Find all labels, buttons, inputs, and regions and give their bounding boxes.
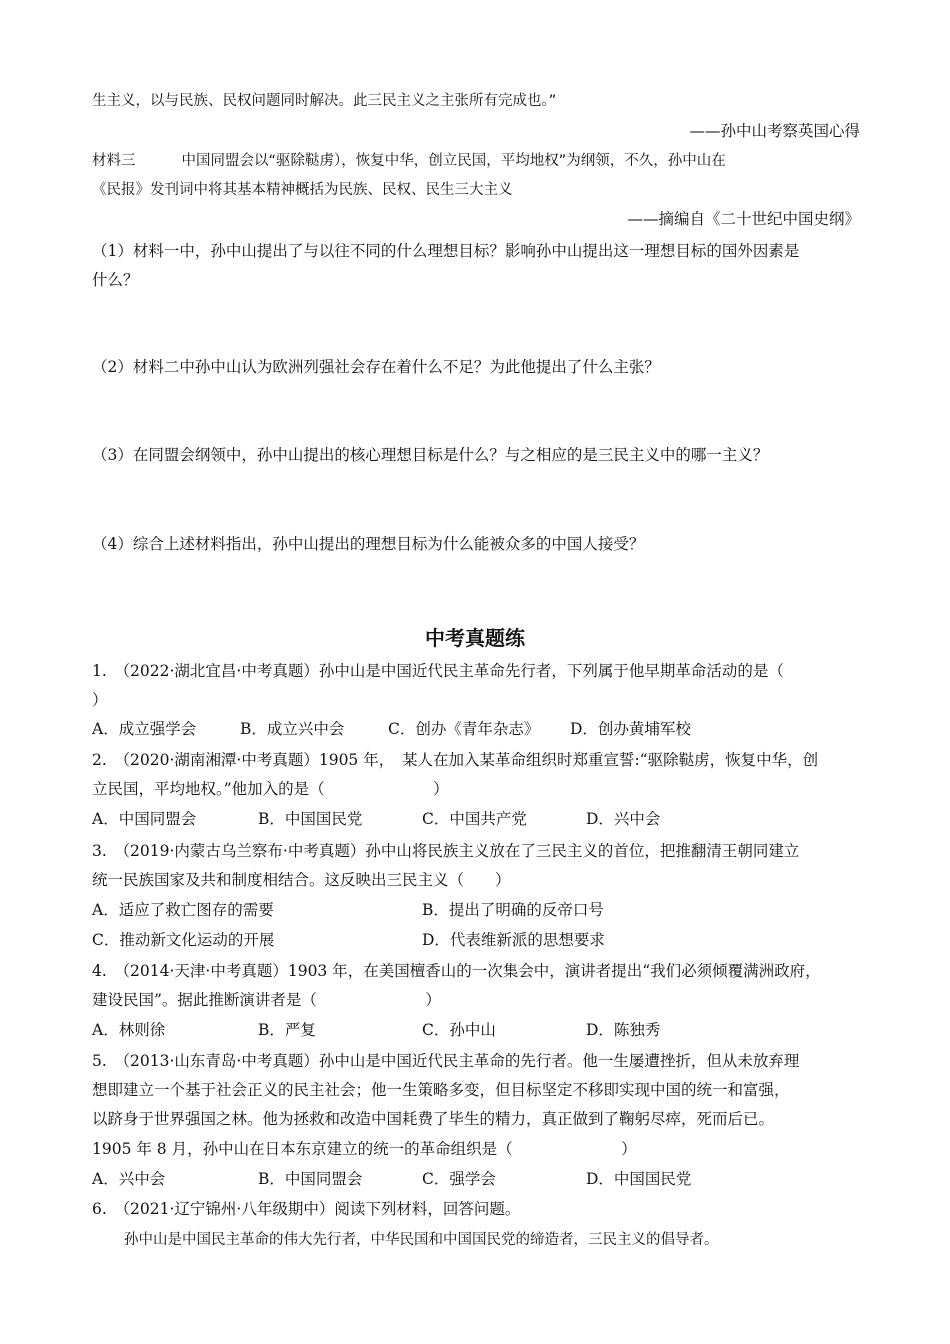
item-3-option-d[interactable]: D．代表维新派的思想要求 — [422, 931, 605, 949]
item-4-option-c[interactable]: C．孙中山 — [422, 1021, 496, 1039]
material-2-source: ——孙中山考察英国心得 — [689, 122, 860, 140]
material-3-label: 材料三 — [92, 153, 136, 169]
item-3-option-c[interactable]: C．推动新文化运动的开展 — [92, 931, 275, 949]
section-title: 中考真题练 — [425, 626, 525, 650]
item-4-stem-line-2: 建设民国”。据此推断演讲者是（ ） — [92, 991, 441, 1009]
item-1-option-b[interactable]: B．成立兴中会 — [240, 720, 345, 738]
item-5-stem-line-2: 想即建立一个基于社会正义的民主社会；他一生策略多变，但目标坚定不移即实现中国的统一和富强， — [92, 1081, 790, 1099]
item-3-stem-line-2: 统一民族国家及共和制度相结合。这反映出三民主义（ ） — [92, 871, 511, 889]
item-5-option-d[interactable]: D．中国国民党 — [586, 1170, 692, 1188]
item-2-option-a[interactable]: A．中国同盟会 — [92, 810, 197, 828]
item-5-stem-line-4: 1905 年 8 月，孙中山在日本东京建立的统一的革命组织是（ ） — [92, 1140, 637, 1158]
item-2-option-b[interactable]: B．中国国民党 — [258, 810, 363, 828]
material-3-line-1 — [92, 150, 862, 172]
item-4-option-d[interactable]: D．陈独秀 — [586, 1021, 661, 1039]
item-1-option-c[interactable]: C．创办《青年杂志》 — [388, 720, 540, 738]
material-3-text: 中国同盟会以“驱除鞑虏），恢复中华，创立民国，平均地权”为纲领，不久，孙中山在 — [181, 153, 726, 169]
item-5-stem-line-1: 5. （2013·山东青岛·中考真题）孙中山是中国近代民主革命的先行者。他一生屡遭挫折，但从未放弃理 — [92, 1052, 800, 1070]
item-2-option-d[interactable]: D．兴中会 — [586, 810, 661, 828]
item-4-option-b[interactable]: B．严复 — [258, 1021, 316, 1039]
item-2-option-c[interactable]: C．中国共产党 — [422, 810, 527, 828]
item-6-material: 孙中山是中国民主革命的伟大先行者，中华民国和中国国民党的缔造者，三民主义的倡导者。 — [124, 1232, 719, 1248]
item-1-option-d[interactable]: D．创办黄埔军校 — [570, 720, 691, 738]
item-5-option-a[interactable]: A．兴中会 — [92, 1170, 166, 1188]
item-3-stem-line-1: 3. （2019·内蒙古乌兰察布·中考真题）孙中山将民族主义放在了三民主义的首位，把推翻清王朝同建立 — [92, 842, 800, 860]
material-3-line-2: 《民报》发刊词中将其基本精神概括为民族、民权、民生三大主义 — [92, 182, 513, 198]
item-5-option-b[interactable]: B．中国同盟会 — [258, 1170, 363, 1188]
material-2-tail: 生主义，以与民族、民权问题同时解决。此三民主义之主张所有完成也。” — [92, 93, 557, 109]
item-6-stem-line-1: 6. （2021·辽宁锦州·八年级期中）阅读下列材料，回答问题。 — [92, 1200, 521, 1218]
question-1-line-2: 什么？ — [92, 271, 139, 289]
item-4-stem-line-1: 4. （2014·天津·中考真题）1903 年，在美国檀香山的一次集会中，演讲者提出“我们必须倾覆满洲政府， — [92, 962, 821, 980]
item-3-option-a[interactable]: A．适应了救亡图存的需要 — [92, 901, 274, 919]
item-2-stem-line-1: 2. （2020·湖南湘潭·中考真题）1905 年， 某人在加入某革命组织时郑重宣誓:“驱除鞑虏，恢复中华，创 — [92, 751, 819, 769]
question-4: （4）综合上述材料指出，孙中山提出的理想目标为什么能被众多的中国人接受？ — [92, 535, 645, 553]
item-5-stem-line-3: 以跻身于世界强国之林。他为拯救和改造中国耗费了毕生的精力，真正做到了鞠躬尽瘁，死而后已。 — [92, 1110, 775, 1128]
item-5-option-c[interactable]: C．强学会 — [422, 1170, 496, 1188]
question-3: （3）在同盟会纲领中，孙中山提出的核心理想目标是什么？与之相应的是三民主义中的哪一主义？ — [92, 446, 769, 464]
question-2: （2）材料二中孙中山认为欧洲列强社会存在着什么不足？为此他提出了什么主张？ — [92, 358, 660, 376]
item-1-stem-line-2: ） — [92, 691, 108, 709]
question-1-line-1: （1）材料一中，孙中山提出了与以往不同的什么理想目标？影响孙中山提出这一理想目标的国外因素是 — [92, 242, 800, 260]
item-2-stem-line-2: 立民国，平均地权。”他加入的是（ ） — [92, 780, 449, 798]
item-1-stem-line-1: 1. （2022·湖北宜昌·中考真题）孙中山是中国近代民主革命先行者，下列属于他早期革命活动的是（ — [92, 662, 784, 680]
material-3-source: ——摘编自《二十世纪中国史纲》 — [627, 210, 860, 228]
item-4-option-a[interactable]: A．林则徐 — [92, 1021, 166, 1039]
item-1-option-a[interactable]: A．成立强学会 — [92, 720, 197, 738]
item-3-option-b[interactable]: B．提出了明确的反帝口号 — [422, 901, 604, 919]
